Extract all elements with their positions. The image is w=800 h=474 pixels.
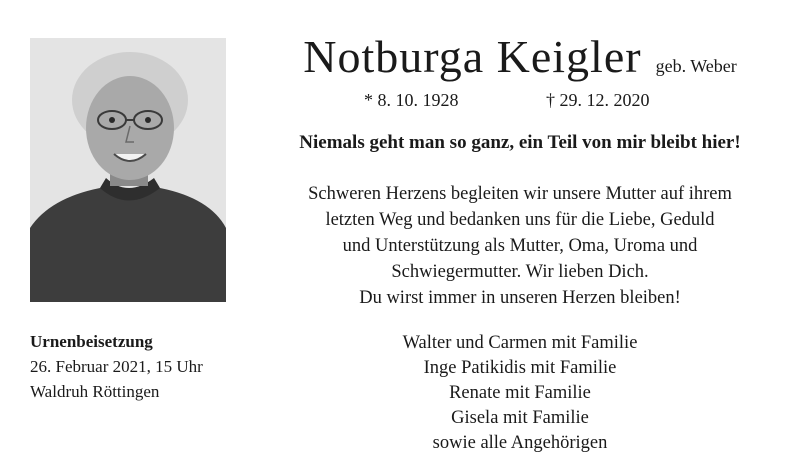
- mourner-item: Renate mit Familie: [449, 383, 591, 403]
- mourner-item: Inge Patikidis mit Familie: [423, 358, 617, 378]
- message-line: letzten Weg und bedanken uns für die Liebe, Geduld: [325, 210, 715, 230]
- mourner-item: sowie alle Angehörigen: [432, 433, 608, 453]
- message-line: Schwiegermutter. Wir lieben Dich.: [391, 262, 649, 282]
- message-line: Du wirst immer in unseren Herzen bleiben!: [359, 288, 681, 308]
- message-line: Schweren Herzens begleiten wir unsere Mutter auf ihrem: [308, 184, 732, 204]
- message-line: und Unterstützung als Mutter, Oma, Uroma und: [342, 236, 698, 256]
- mourners-list: [320, 331, 720, 456]
- service-title: Urnenbeisetzung: [30, 332, 153, 351]
- name-header: [250, 30, 790, 83]
- message-text: [250, 181, 790, 311]
- motto-quote: Niemals geht man so ganz, ein Teil von mir bleibt hier!: [299, 132, 741, 153]
- portrait-photo: [30, 38, 226, 302]
- mourner-item: Gisela mit Familie: [451, 408, 589, 428]
- portrait-image: [30, 38, 226, 302]
- service-info: [30, 329, 250, 404]
- deceased-name: Notburga Keigler: [303, 31, 642, 82]
- birth-date: * 8. 10. 1928: [364, 90, 459, 110]
- maiden-name: geb. Weber: [655, 56, 737, 76]
- service-datetime: 26. Februar 2021, 15 Uhr: [30, 357, 203, 376]
- service-location: Waldruh Röttingen: [30, 382, 160, 401]
- mourner-item: Walter und Carmen mit Familie: [402, 333, 638, 353]
- death-date: † 29. 12. 2020: [546, 90, 650, 110]
